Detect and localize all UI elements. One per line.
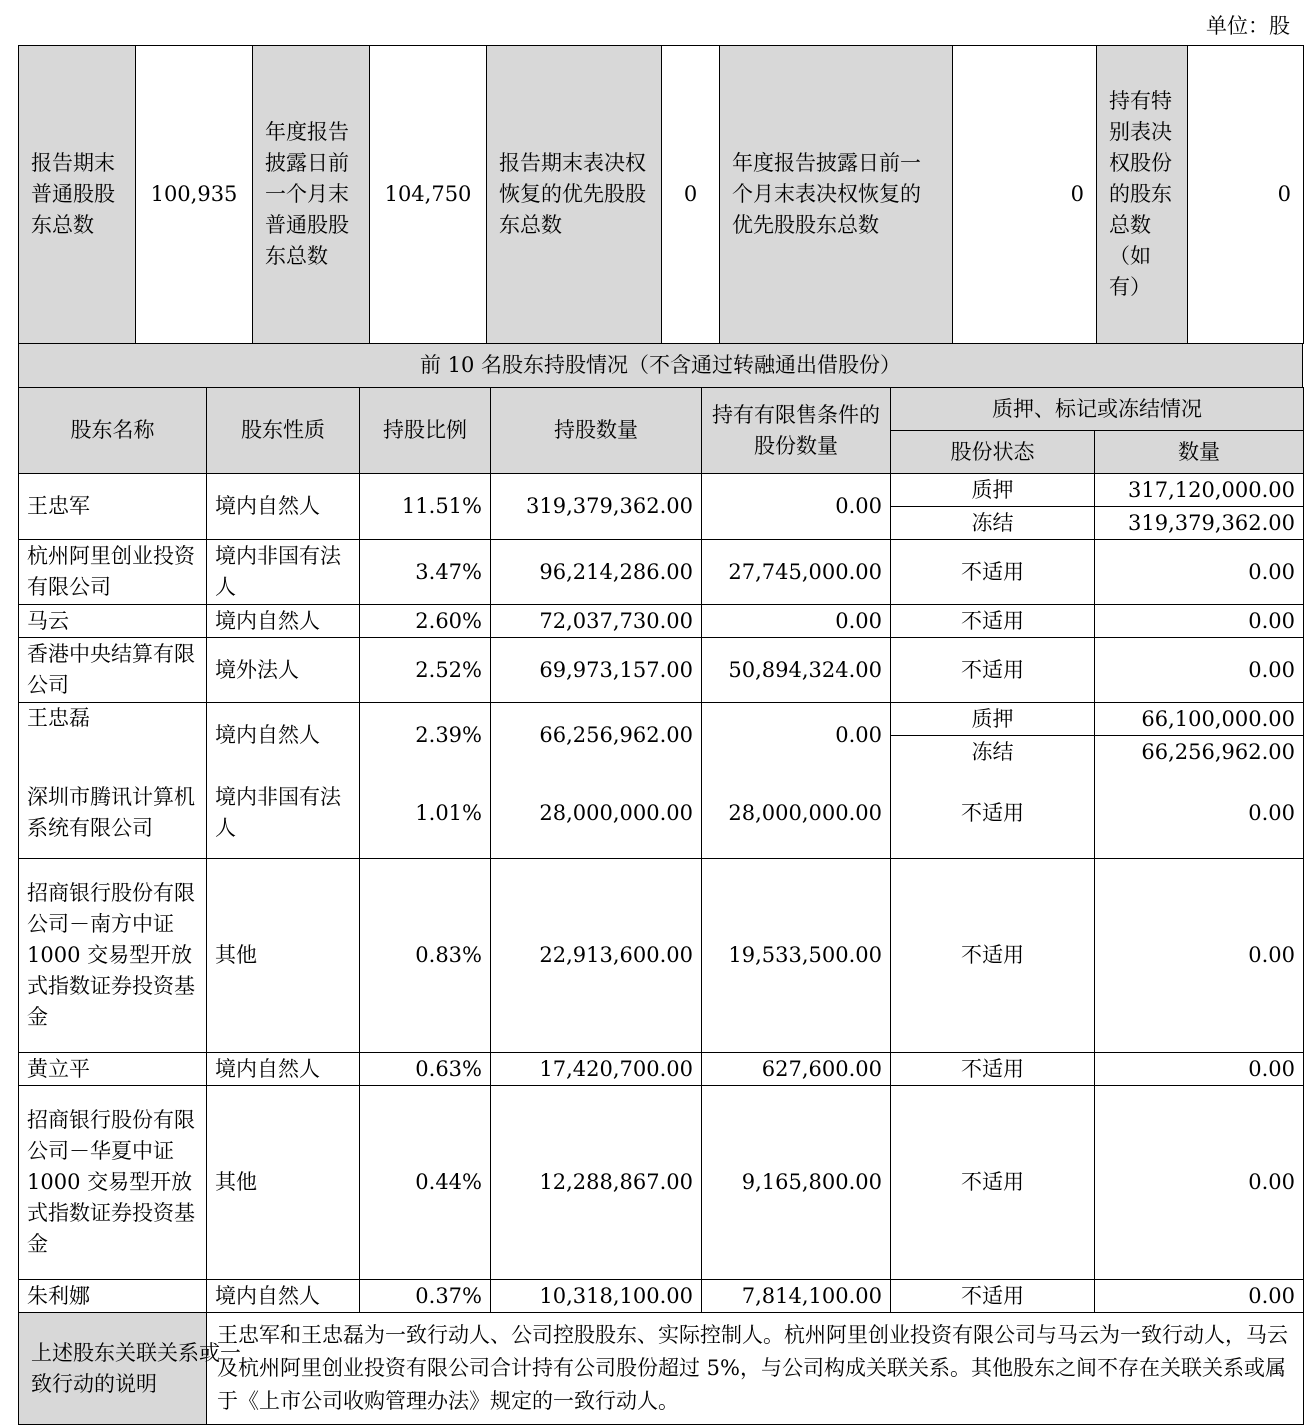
holder-ratio: 1.01% (360, 769, 491, 859)
holder-ratio: 2.39% (360, 703, 491, 769)
table-row (19, 474, 1304, 507)
holder-restricted: 27,745,000.00 (702, 540, 891, 605)
common-holders-value: 100,935 (136, 46, 253, 344)
holder-quantity: 17,420,700.00 (491, 1053, 702, 1086)
preferred-restored-prev-label: 年度报告披露日前一个月末表决权恢复的优先股股东总数 (720, 46, 953, 344)
holder-name: 王忠军 (19, 474, 207, 540)
pledge-status: 冻结 (891, 736, 1095, 769)
table-row (19, 703, 1304, 736)
holder-quantity: 72,037,730.00 (491, 605, 702, 638)
pledge-status: 质押 (891, 474, 1095, 507)
pledge-status: 不适用 (891, 1280, 1095, 1313)
unit-label: 单位：股 (1206, 14, 1290, 38)
note-label-text: 上述股东关联关系或一致行动的说明 (31, 1340, 241, 1396)
holder-restricted: 7,814,100.00 (702, 1280, 891, 1313)
holder-restricted: 0.00 (702, 605, 891, 638)
table-row (19, 769, 1304, 859)
pledge-status: 不适用 (891, 859, 1095, 1053)
holder-quantity: 66,256,962.00 (491, 703, 702, 769)
common-holders-prev-label: 年度报告披露日前一个月末普通股股东总数 (253, 46, 370, 344)
holder-name: 黄立平 (19, 1053, 207, 1086)
holder-quantity: 319,379,362.00 (491, 474, 702, 540)
holder-nature: 境内自然人 (207, 1280, 360, 1313)
pledge-qty: 0.00 (1095, 1280, 1304, 1313)
table-row (19, 859, 1304, 1053)
pledge-qty: 0.00 (1095, 605, 1304, 638)
header-pledge-qty: 数量 (1095, 431, 1304, 474)
note-text: 王忠军和王忠磊为一致行动人、公司控股股东、实际控制人。杭州阿里创业投资有限公司与马云为一致行动人，马云及杭州阿里创业投资有限公司合计持有公司股份超过 5%，与公司构成关联关系。其他股东之间不存在关联关系或属于《上市公司收购管理办法》规定的一致行动人。 (207, 1313, 1304, 1425)
section-title-table (18, 343, 1303, 388)
holder-nature: 境内自然人 (207, 474, 360, 540)
holder-name: 杭州阿里创业投资有限公司 (19, 540, 207, 605)
table-row (19, 1086, 1304, 1280)
holder-restricted: 0.00 (702, 703, 891, 769)
pledge-qty: 317,120,000.00 (1095, 474, 1304, 507)
holder-nature: 其他 (207, 859, 360, 1053)
holder-quantity: 69,973,157.00 (491, 638, 702, 703)
special-voting-value: 0 (1188, 46, 1304, 344)
common-holders-prev-value: 104,750 (370, 46, 487, 344)
header-restricted: 持有有限售条件的股份数量 (702, 388, 891, 474)
holder-quantity: 96,214,286.00 (491, 540, 702, 605)
holder-ratio: 3.47% (360, 540, 491, 605)
pledge-status: 不适用 (891, 638, 1095, 703)
holder-name: 王忠磊 (19, 703, 207, 769)
table-row (19, 1053, 1304, 1086)
note-label (19, 1313, 241, 1425)
table-row (19, 540, 1304, 605)
holder-restricted: 0.00 (702, 474, 891, 540)
common-holders-label: 报告期末普通股股东总数 (19, 46, 136, 344)
pledge-status: 冻结 (891, 507, 1095, 540)
holder-quantity: 12,288,867.00 (491, 1086, 702, 1280)
pledge-qty: 66,100,000.00 (1095, 703, 1304, 736)
holder-restricted: 19,533,500.00 (702, 859, 891, 1053)
header-nature: 股东性质 (207, 388, 360, 474)
header-pledge-status: 股份状态 (891, 431, 1095, 474)
holder-nature: 境内非国有法人 (207, 540, 360, 605)
pledge-status: 不适用 (891, 1053, 1095, 1086)
table-row (19, 1280, 1304, 1313)
pledge-qty: 0.00 (1095, 1086, 1304, 1280)
pledge-qty: 0.00 (1095, 540, 1304, 605)
holder-nature: 境内自然人 (207, 605, 360, 638)
section-title: 前 10 名股东持股情况（不含通过转融通出借股份） (19, 344, 1303, 388)
pledge-qty: 0.00 (1095, 638, 1304, 703)
holder-name: 深圳市腾讯计算机系统有限公司 (19, 769, 207, 859)
holder-name: 招商银行股份有限公司－华夏中证 1000 交易型开放式指数证券投资基金 (19, 1086, 207, 1280)
holder-name: 招商银行股份有限公司－南方中证 1000 交易型开放式指数证券投资基金 (19, 859, 207, 1053)
holder-ratio: 2.60% (360, 605, 491, 638)
pledge-qty: 0.00 (1095, 1053, 1304, 1086)
pledge-qty: 319,379,362.00 (1095, 507, 1304, 540)
holder-restricted: 50,894,324.00 (702, 638, 891, 703)
header-quantity: 持股数量 (491, 388, 702, 474)
preferred-restored-prev-value: 0 (953, 46, 1097, 344)
holder-ratio: 11.51% (360, 474, 491, 540)
pledge-status: 质押 (891, 703, 1095, 736)
header-pledge-group: 质押、标记或冻结情况 (891, 388, 1304, 431)
holder-nature: 其他 (207, 1086, 360, 1280)
holder-nature: 境内非国有法人 (207, 769, 360, 859)
holder-quantity: 10,318,100.00 (491, 1280, 702, 1313)
holder-nature: 境内自然人 (207, 703, 360, 769)
table-row (19, 605, 1304, 638)
pledge-qty: 0.00 (1095, 859, 1304, 1053)
note-row (19, 1313, 1304, 1425)
holder-quantity: 28,000,000.00 (491, 769, 702, 859)
shareholders-table (18, 387, 1304, 1425)
header-ratio: 持股比例 (360, 388, 491, 474)
holder-ratio: 0.44% (360, 1086, 491, 1280)
pledge-status: 不适用 (891, 769, 1095, 859)
holder-restricted: 28,000,000.00 (702, 769, 891, 859)
pledge-status: 不适用 (891, 1086, 1095, 1280)
holder-ratio: 0.83% (360, 859, 491, 1053)
holder-name: 朱利娜 (19, 1280, 207, 1313)
holder-nature: 境内自然人 (207, 1053, 360, 1086)
holder-name: 马云 (19, 605, 207, 638)
special-voting-label: 持有特别表决权股份的股东总数（如有） (1097, 46, 1188, 344)
pledge-status: 不适用 (891, 540, 1095, 605)
holder-restricted: 9,165,800.00 (702, 1086, 891, 1280)
header-name: 股东名称 (19, 388, 207, 474)
preferred-restored-label: 报告期末表决权恢复的优先股股东总数 (487, 46, 662, 344)
pledge-qty: 0.00 (1095, 769, 1304, 859)
holder-ratio: 0.37% (360, 1280, 491, 1313)
pledge-status: 不适用 (891, 605, 1095, 638)
summary-table (18, 45, 1304, 344)
pledge-qty: 66,256,962.00 (1095, 736, 1304, 769)
holder-nature: 境外法人 (207, 638, 360, 703)
holder-name: 香港中央结算有限公司 (19, 638, 207, 703)
holder-ratio: 0.63% (360, 1053, 491, 1086)
preferred-restored-value: 0 (662, 46, 720, 344)
table-row (19, 638, 1304, 703)
holder-ratio: 2.52% (360, 638, 491, 703)
holder-restricted: 627,600.00 (702, 1053, 891, 1086)
holder-quantity: 22,913,600.00 (491, 859, 702, 1053)
